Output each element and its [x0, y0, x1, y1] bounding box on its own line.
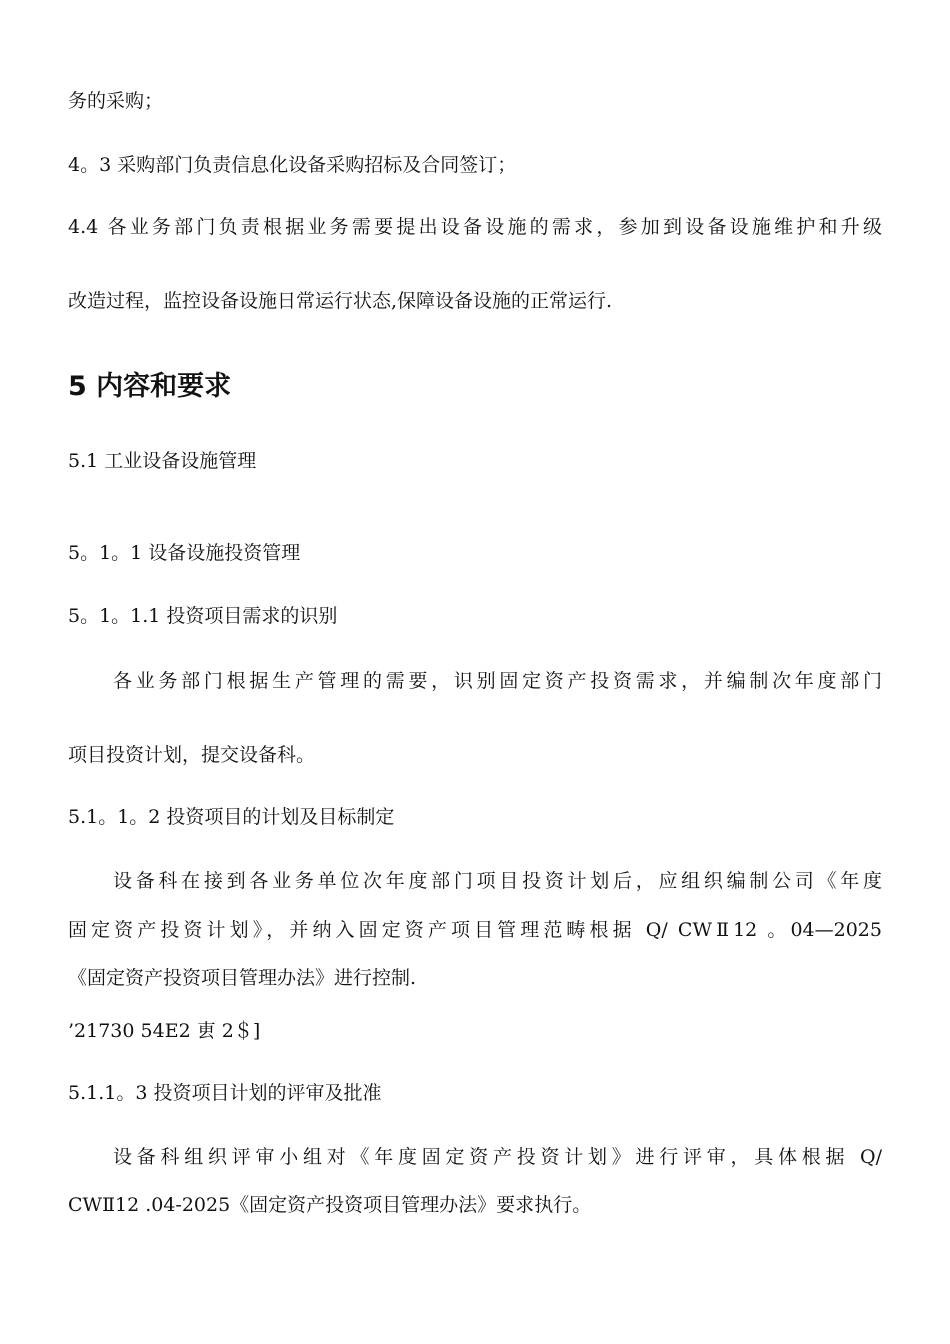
subsection-heading: 5.1.1。3 投资项目计划的评审及批准: [68, 1082, 382, 1104]
paragraph-line: 设备科组织评审小组对《年度固定资产投资计划》进行评审，具体根据 Q/: [113, 1146, 882, 1168]
text-line: 改造过程，监控设备设施日常运行状态,保障设备设施的正常运行.: [68, 290, 613, 312]
stray-text-line: ’21730 54E2 叀 2＄]: [68, 1020, 261, 1042]
subsection-heading: 5。1。1.1 投资项目需求的识别: [68, 605, 338, 627]
text-line: 4。3 采购部门负责信息化设备采购招标及合同签订；: [68, 154, 517, 176]
section-heading: 5 内容和要求: [68, 371, 232, 402]
subsection-heading: 5.1。1。2 投资项目的计划及目标制定: [68, 806, 395, 828]
text-line: 务的采购；: [68, 90, 164, 112]
paragraph-line: 《固定资产投资项目管理办法》进行控制.: [68, 967, 417, 989]
subsection-heading: 5.1 工业设备设施管理: [68, 450, 257, 472]
paragraph-line: CWⅡ12 .04-2025《固定资产投资项目管理办法》要求执行。: [68, 1194, 592, 1216]
paragraph-line: 固定资产投资计划》，并纳入固定资产项目管理范畴根据 Q/ CWⅡ12 。04—2025: [68, 919, 882, 941]
text-line: 4.4 各业务部门负责根据业务需要提出设备设施的需求，参加到设备设施维护和升级: [68, 216, 882, 238]
paragraph-line: 项目投资计划，提交设备科。: [68, 744, 316, 766]
subsection-heading: 5。1。1 设备设施投资管理: [68, 542, 301, 564]
paragraph-line: 各业务部门根据生产管理的需要，识别固定资产投资需求，并编制次年度部门: [113, 670, 882, 692]
paragraph-line: 设备科在接到各业务单位次年度部门项目投资计划后，应组织编制公司《年度: [113, 870, 882, 892]
